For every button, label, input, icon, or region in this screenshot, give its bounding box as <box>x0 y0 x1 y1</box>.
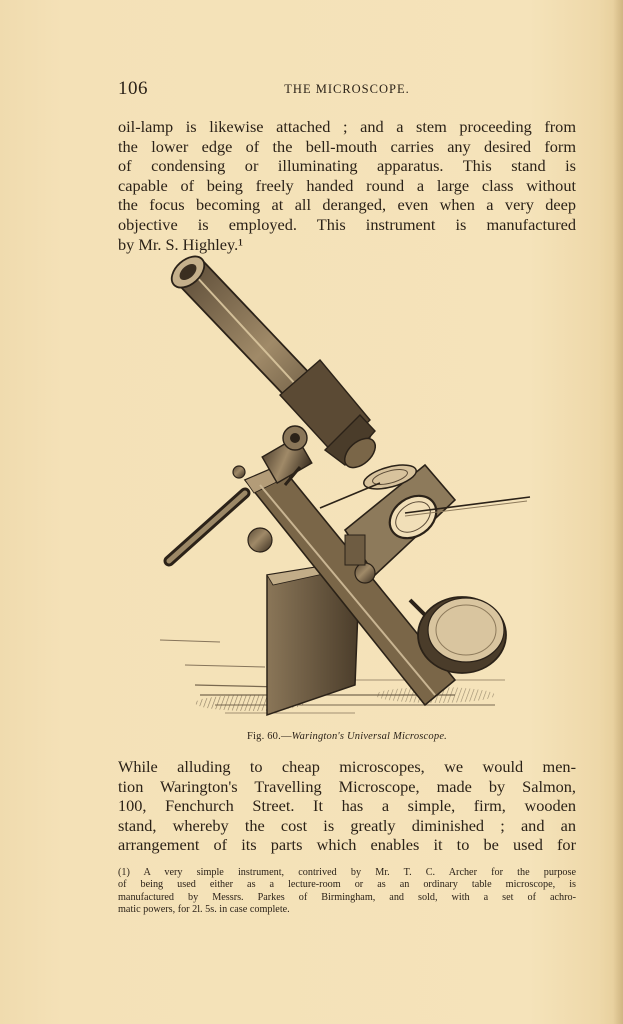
text-line: While alluding to cheap microscopes, we would men- <box>118 757 576 776</box>
caption-title: Warington's Universal Microscope. <box>291 731 448 742</box>
footnote-line: manufactured by Messrs. Parkes of Birmingham, and sold, with a set of achro- <box>118 891 576 903</box>
footnote-line: (1) A very simple instrument, contrived by Mr. T. C. Archer for the purpose <box>118 867 576 878</box>
text-line: capable of being freely handed round a large class without <box>118 175 576 195</box>
text-line: the lower edge of the bell-mouth carries any desired form <box>118 136 576 156</box>
page-number: 106 <box>118 78 148 99</box>
text-line: by Mr. S. Highley.¹ <box>118 234 244 254</box>
microscope-illustration <box>155 255 535 725</box>
text-line: the focus becoming at all deranged, even when a very deep <box>118 195 576 215</box>
text-line: of condensing or illuminating apparatus. This stand is <box>118 156 576 176</box>
body-paragraph-1 <box>118 117 576 254</box>
running-head: THE MICROSCOPE. <box>284 82 410 96</box>
figure-caption <box>118 731 576 742</box>
body-paragraph-2 <box>118 757 576 855</box>
page-header <box>118 78 576 102</box>
footnote <box>118 867 576 917</box>
text-line: tion Warington's Travelling Microscope, made by Salmon, <box>118 776 576 796</box>
footnote-line: of being used either as a lecture-room or as an ordinary table microscope, is <box>118 879 576 891</box>
text-line: oil-lamp is likewise attached ; and a stem proceeding from <box>118 117 576 136</box>
body-tube <box>166 255 381 473</box>
microscope-engraving <box>155 255 535 725</box>
text-line: arrangement of its parts which enables it to be used for <box>118 835 576 855</box>
text-line: stand, whereby the cost is greatly diminished ; and an <box>118 815 576 835</box>
text-line: 100, Fenchurch Street. It has a simple, firm, wooden <box>118 796 576 816</box>
page-edge-shadow <box>613 0 623 1024</box>
text-line: objective is employed. This instrument is manufactured <box>118 214 576 234</box>
caption-prefix: Fig. 60.— <box>246 731 292 742</box>
stage <box>320 460 530 583</box>
footnote-line: matic powers, for 2l. 5s. in case complete. <box>118 904 290 916</box>
